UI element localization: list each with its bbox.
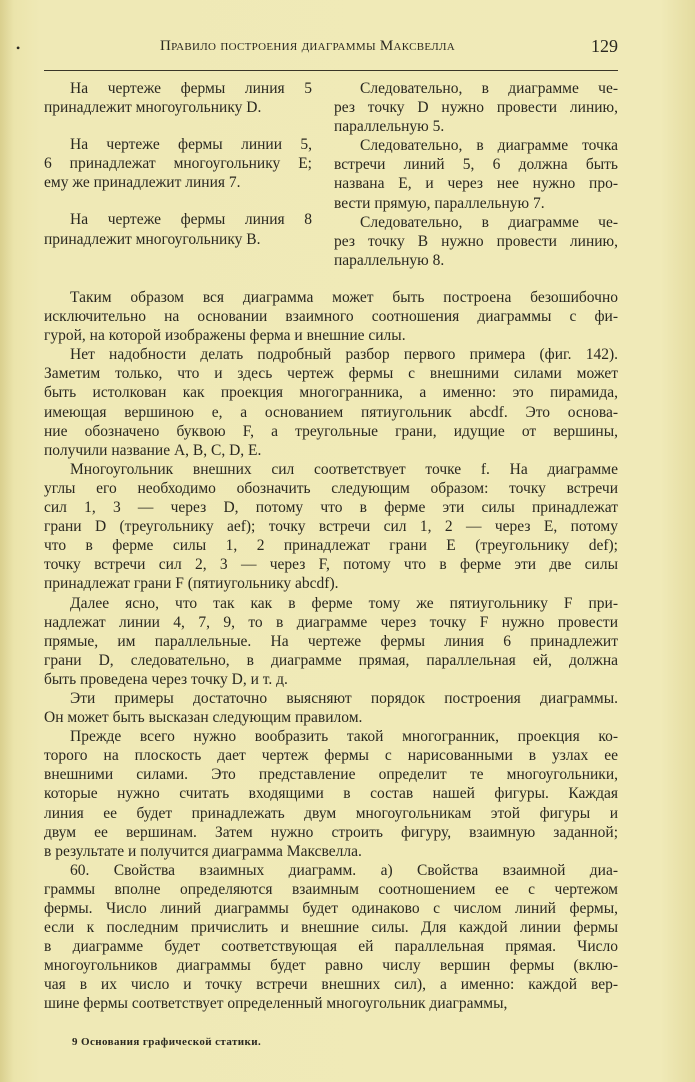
paragraph (44, 135, 312, 192)
text-line: в результате и получится диаграмма Максвелла. (44, 842, 362, 860)
body-text (44, 288, 618, 1014)
text-line: линия ее будет принадлежать двум многоугольникам этой фигуры и (44, 804, 618, 822)
text-line: если к последним причислить и внешние силы. Для каждой линии фермы (44, 919, 618, 937)
text-line: 6 принадлежат многоугольнику E; (44, 155, 312, 173)
text-line: быть проведена через точку D, и т. д. (44, 670, 288, 688)
text-line: 60. Свойства взаимных диаграмм. а) Свойства взаимной диа- (70, 861, 618, 879)
text-line: принадлежит многоугольнику D. (44, 99, 262, 117)
text-line: быть истолкован как проекция многогранника, а именно: это пирамида, (44, 384, 618, 402)
paragraph (44, 727, 618, 861)
text-line: двум ее вершинам. Затем нужно строить фигуру, взаимную заданной; (44, 823, 618, 841)
paragraph (44, 288, 618, 345)
header-rule (44, 70, 618, 71)
text-line: принадлежит многоугольнику B. (44, 230, 261, 248)
text-line: сил 1, 3 — через D, потому что в ферме эти силы принадлежат (44, 499, 618, 517)
text-line: внешними силами. Это представление определит те многоугольники, (44, 766, 618, 784)
running-header (16, 30, 618, 70)
text-line: рез точку D нужно провести линию, (334, 99, 618, 117)
right-column (334, 79, 618, 270)
text-line: рез точку B нужно провести линию, (334, 232, 618, 250)
paragraph (44, 594, 618, 689)
text-line: Следовательно, в диаграмме че- (360, 80, 618, 97)
text-line: многоугольников диаграммы будет равно числу вершин фермы (вклю- (44, 957, 618, 975)
text-line: в диаграмме будет соответствующая ей параллельная прямая. Число (44, 938, 618, 956)
text-line: Заметим только, что и здесь чертеж фермы с внешними силами может (44, 365, 618, 383)
text-line: фермы. Число линий диаграммы будет одинаково с числом линий фермы, (44, 900, 618, 917)
text-line: ему же принадлежит линия 7. (44, 174, 241, 192)
text-line: На чертеже фермы линия 5 (70, 80, 312, 97)
text-line: параллельную 5. (334, 118, 445, 136)
text-line: Эти примеры достаточно выясняют порядок построения диаграммы. (70, 689, 618, 707)
text-line: На чертеже фермы линии 5, (70, 136, 312, 154)
paragraph (334, 213, 618, 270)
paragraph (44, 210, 312, 248)
text-line: Прежде всего нужно вообразить такой многогранник, проекция ко- (70, 728, 618, 746)
text-line: встречи линий 5, 6 должна быть (334, 156, 618, 174)
text-line: торого на плоскость дает чертеж фермы с нарисованными в узлах ее (44, 747, 618, 765)
text-line: грани D (треугольнику aef); точку встречи сил 1, 2 — через E, потому (44, 518, 618, 536)
text-line: получили название A, B, C, D, E. (44, 441, 262, 459)
paragraph (44, 861, 618, 1014)
text-line: грани D, следовательно, в диаграмме прямая, параллельная ей, должна (44, 651, 618, 669)
text-line: гурой, на которой изображены ферма и внешние силы. (44, 327, 406, 345)
running-title: Правило построения диаграммы Максвелла (160, 38, 456, 54)
text-line: принадлежат грани F (пятиугольнику abcdf). (44, 575, 339, 593)
text-line: ние обозначено буквою F, а треугольные грани, идущие от вершины, (44, 422, 618, 440)
left-column (44, 79, 312, 249)
paragraph (44, 345, 618, 460)
text-line: Далее ясно, что так как в ферме тому же пятиугольнику F при- (70, 594, 618, 612)
text-line: углы его необходимо обозначить следующим образом: точку встречи (44, 479, 618, 497)
paragraph (334, 136, 618, 212)
paragraph-gap (44, 192, 312, 210)
text-line: Таким образом вся диаграмма может быть построена безошибочно (70, 289, 618, 306)
text-line: имеющая вершиною e, а основанием пятиугольник abcdf. Это основа- (44, 403, 618, 421)
page-number: 129 (591, 36, 618, 56)
text-line: параллельную 8. (334, 251, 445, 269)
text-line: Нет надобности делать подробный разбор первого примера (фиг. 142). (70, 346, 618, 364)
text-line: которые нужно считать входящими в состав нашей фигуры. Каждая (44, 785, 618, 803)
text-line: исключительно на основании взаимного соотношения диаграммы с фи- (44, 308, 618, 326)
text-line: названа E, и через нее нужно про- (334, 175, 618, 193)
text-line: вести прямую, параллельную 7. (334, 194, 545, 212)
paragraph (44, 689, 618, 727)
margin-mark: • (16, 41, 21, 55)
text-line: Многоугольник внешних сил соответствует точке f. На диаграмме (70, 460, 618, 478)
text-line: точку встречи сил 2, 3 — через F, потому что в ферме эти две силы (44, 556, 618, 574)
text-line: чая в их число и точку встречи внешних сил), а именно: каждой вер- (44, 976, 618, 994)
text-line: что в ферме силы 1, 2 принадлежат грани E (треугольнику def); (44, 537, 618, 555)
paragraph-gap (44, 117, 312, 135)
text-line: Следовательно, в диаграмме точка (360, 137, 618, 155)
signature-mark: 9 Основания графической статики. (72, 1036, 262, 1048)
paragraph (44, 79, 312, 117)
text-line: Он может быть высказан следующим правилом. (44, 709, 363, 727)
text-line: Следовательно, в диаграмме че- (360, 213, 618, 231)
paragraph (44, 460, 618, 594)
paragraph (334, 79, 618, 136)
text-line: шине фермы соответствует определенный многоугольник диаграммы, (44, 995, 508, 1013)
text-line: На чертеже фермы линия 8 (70, 211, 312, 229)
text-line: граммы вполне определяются взаимным соотношением ее с чертежом (44, 880, 618, 898)
text-line: прямые, им параллельные. На чертеже фермы линия 6 принадлежит (44, 632, 618, 650)
text-line: надлежат линии 4, 7, 9, то в диаграмме через точку F нужно провести (44, 613, 618, 631)
